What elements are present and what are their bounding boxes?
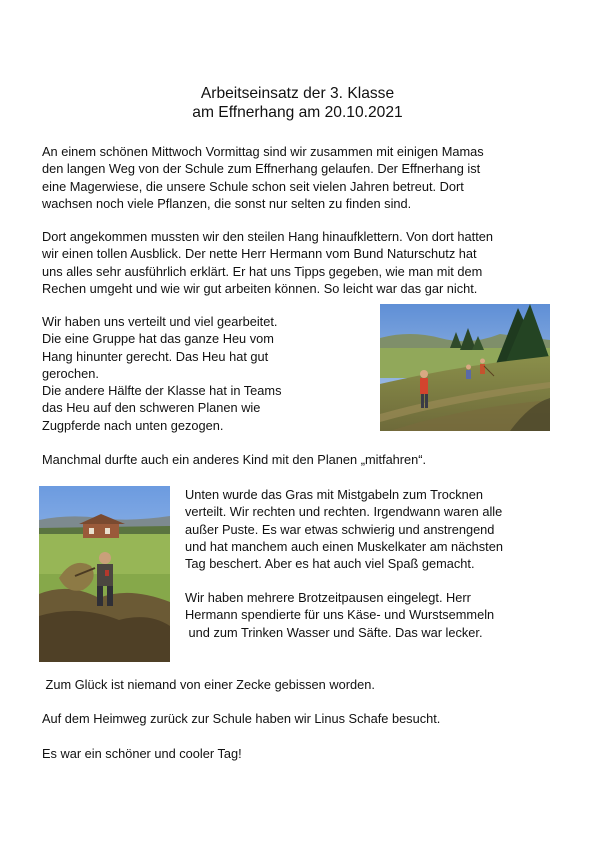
- text-line: außer Puste. Es war etwas schwierig und anstrengend: [185, 521, 495, 537]
- paragraph-work: [42, 313, 362, 434]
- text-line: wachsen noch viele Pflanzen, die sonst nur selten zu finden sind.: [42, 195, 412, 211]
- paragraph-arrival: [42, 228, 562, 297]
- text-line: verteilt. Wir rechten und rechten. Irgendwann waren alle: [185, 504, 503, 520]
- text-line: Manchmal durfte auch ein anderes Kind mit den Planen „mitfahren“.: [42, 452, 427, 467]
- photo-hillside-raking: [380, 304, 550, 431]
- paragraph-drying: [185, 486, 565, 572]
- paragraph-ride: [42, 451, 562, 468]
- text-line: Wir haben mehrere Brotzeitpausen eingelegt. Herr: [185, 590, 471, 605]
- text-line: wir einen tollen Ausblick. Der nette Herr Hermann vom Bund Naturschutz hat: [42, 246, 477, 262]
- text-line: Die eine Gruppe hat das ganze Heu vom: [42, 331, 274, 347]
- title-line-2: am Effnerhang am 20.10.2021: [192, 104, 403, 121]
- paragraph-closing: [42, 745, 562, 762]
- text-line: uns alles sehr ausführlich erklärt. Er hat uns Tipps gegeben, wie man mit dem: [42, 263, 483, 279]
- text-line: und zum Trinken Wasser und Säfte. Das war lecker.: [185, 624, 483, 640]
- text-line: Zugpferde nach unten gezogen.: [42, 417, 224, 433]
- hillside-photo-graphic: [380, 304, 550, 431]
- hay-photo-graphic: [39, 486, 170, 662]
- text-line: Tag beschert. Aber es hat auch viel Spaß gemacht.: [185, 556, 475, 572]
- text-line: eine Magerwiese, die unsere Schule schon seit vielen Jahren betreut. Dort: [42, 178, 464, 194]
- text-line: das Heu auf den schweren Planen wie: [42, 400, 261, 416]
- text-line: den langen Weg von der Schule zum Effnerhang gelaufen. Der Effnerhang ist: [42, 161, 481, 177]
- text-line: und hat manchem auch einen Muskelkater am nächsten: [185, 538, 503, 554]
- text-line: Zum Glück ist niemand von einer Zecke gebissen worden.: [42, 677, 375, 692]
- text-line: An einem schönen Mittwoch Vormittag sind wir zusammen mit einigen Mamas: [42, 144, 484, 159]
- text-line: Unten wurde das Gras mit Mistgabeln zum Trocknen: [185, 487, 484, 502]
- title-line-1: Arbeitseinsatz der 3. Klasse: [200, 85, 395, 102]
- text-line: Hang hinunter gerecht. Das Heu hat gut: [42, 348, 269, 364]
- text-line: Rechen umgeht und wie wir gut arbeiten können. So leicht war das gar nicht.: [42, 280, 478, 296]
- paragraph-intro: [42, 143, 562, 212]
- text-line: Hermann spendierte für uns Käse- und Wurstsemmeln: [185, 607, 495, 623]
- document-title: [0, 84, 595, 122]
- text-line: Die andere Hälfte der Klasse hat in Teams: [42, 383, 282, 399]
- text-line: gerochen.: [42, 365, 99, 381]
- paragraph-breaks: [185, 589, 565, 641]
- text-line: Auf dem Heimweg zurück zur Schule haben wir Linus Schafe besucht.: [42, 711, 441, 726]
- paragraph-way-home: [42, 710, 562, 727]
- text-line: Es war ein schöner und cooler Tag!: [42, 746, 242, 761]
- text-line: Dort angekommen mussten wir den steilen Hang hinaufklettern. Von dort hatten: [42, 229, 493, 244]
- photo-hay-fork: [39, 486, 170, 662]
- text-line: Wir haben uns verteilt und viel gearbeitet.: [42, 314, 278, 329]
- paragraph-tick: [42, 676, 562, 693]
